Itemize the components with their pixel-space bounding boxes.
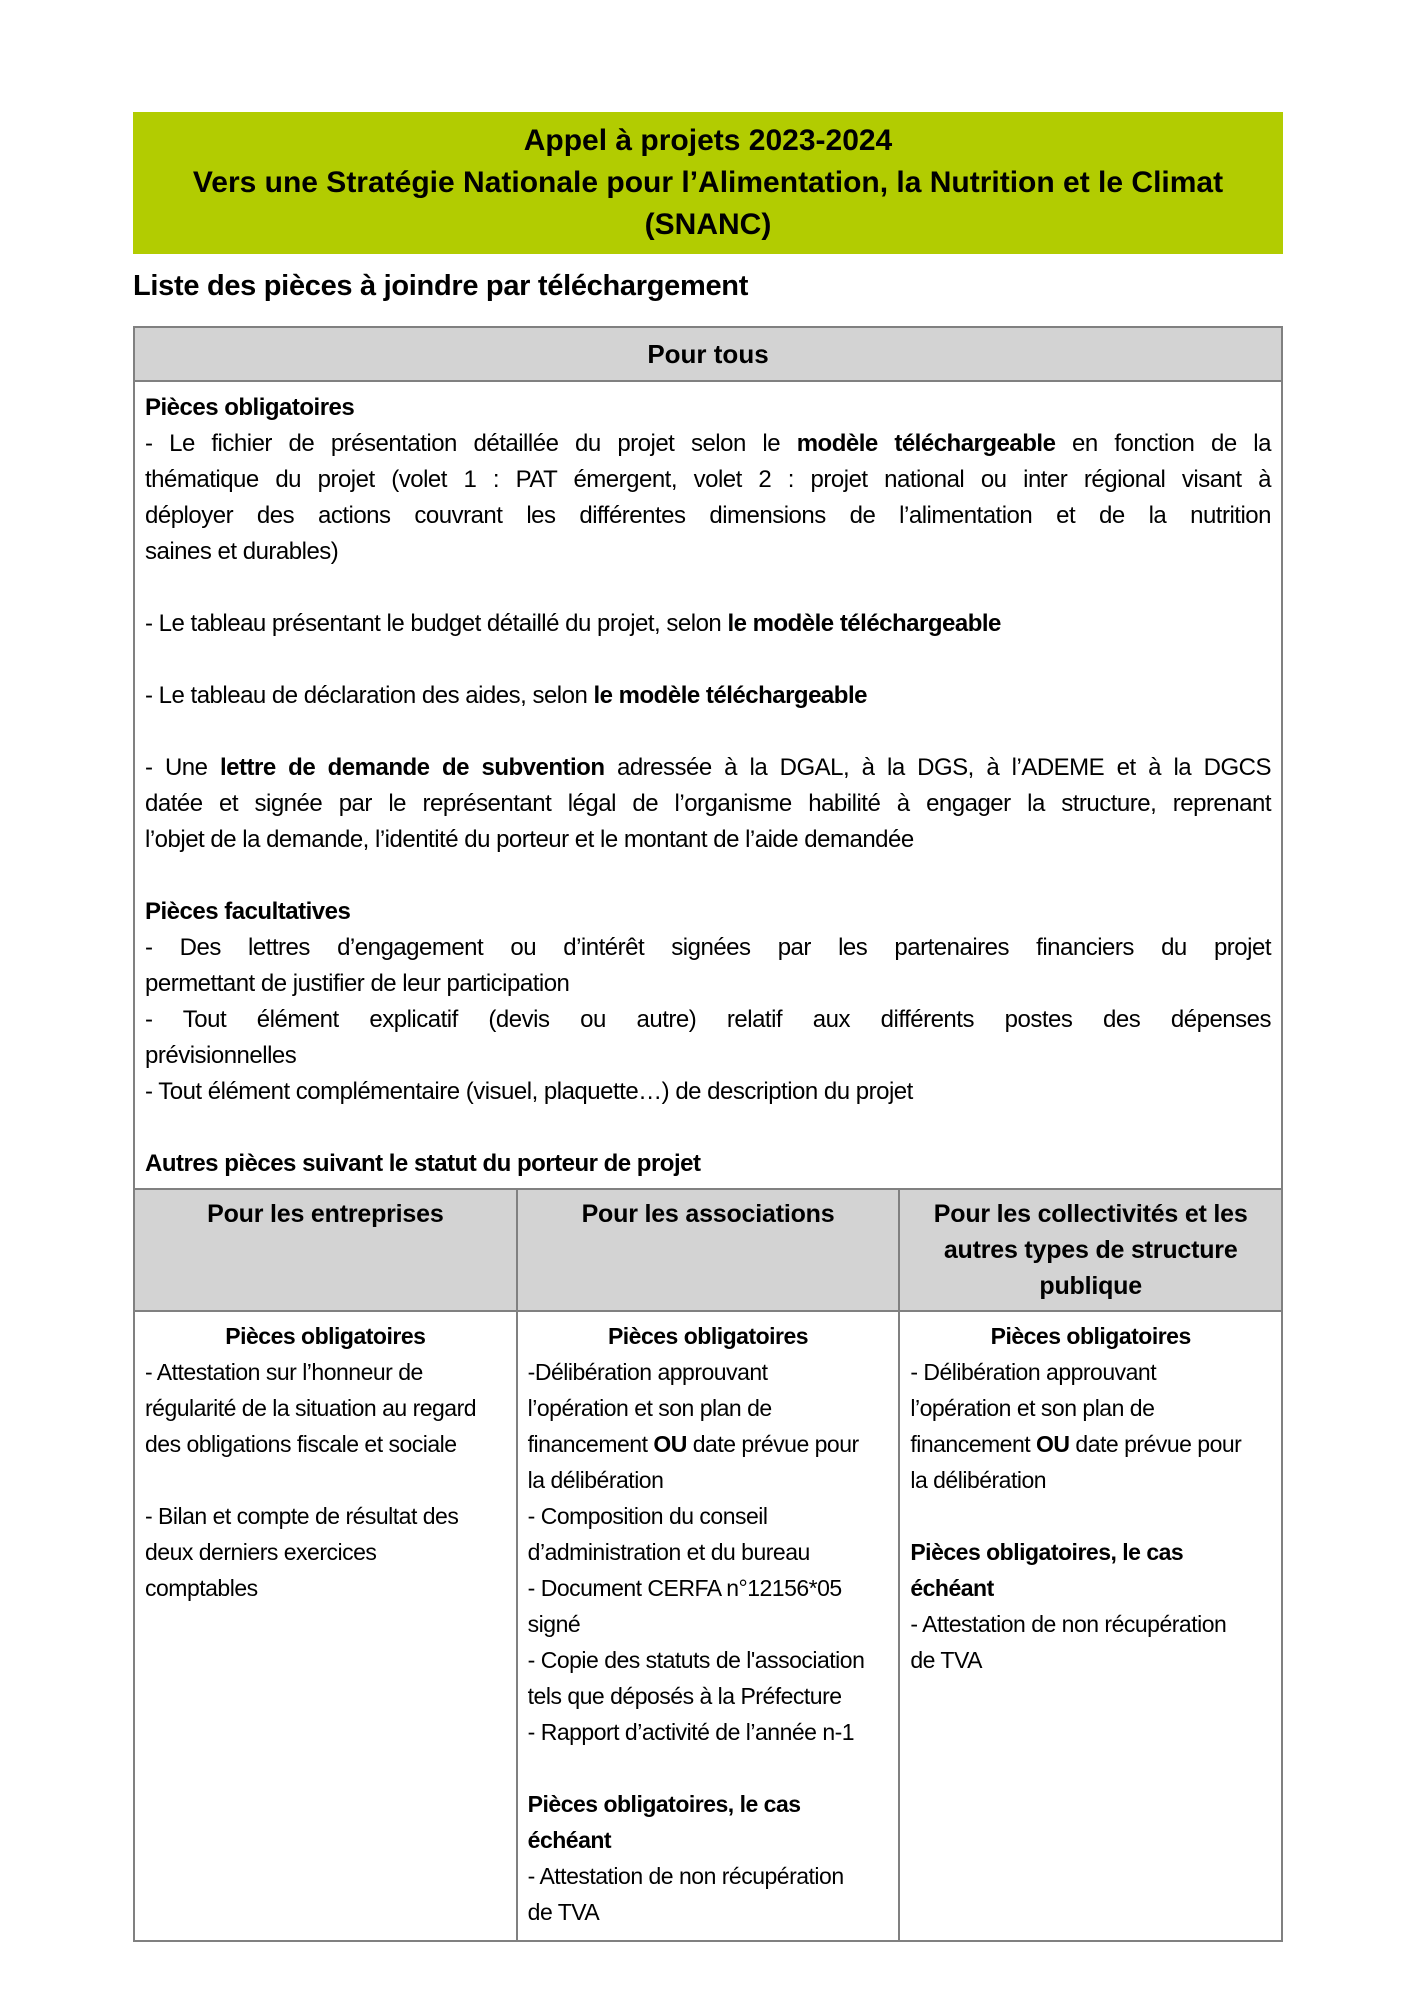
column-header-associations: Pour les associations (518, 1190, 901, 1312)
text-line (145, 966, 1271, 1002)
text-run: permettant de justifier de leur participation (145, 970, 570, 997)
text-run: la délibération (527, 1467, 664, 1493)
text-run: Pièces obligatoires (990, 1323, 1191, 1349)
text-run: tels que déposés à la Préfecture (527, 1683, 842, 1709)
text-run: - Composition du conseil (527, 1503, 768, 1529)
text-run: - Copie des statuts de l'association (527, 1647, 865, 1673)
attachments-table (133, 326, 1283, 1942)
text-line (145, 714, 1271, 750)
text-run: prévisionnelles (145, 1042, 297, 1069)
text-run: - Le tableau de déclaration des aides, selon (145, 682, 594, 709)
document-subtitle: Liste des pièces à joindre par téléchargement (133, 270, 749, 302)
bold-text-run: le modèle téléchargeable (727, 610, 1001, 637)
text-line (910, 1642, 1271, 1678)
bold-text-run: OU (1036, 1431, 1070, 1457)
text-line (145, 426, 1271, 462)
statut-table-header-row (135, 1188, 1281, 1312)
text-run: thématique du projet (volet 1 : PAT émergent, volet 2 : projet national ou inter régional visant à (145, 466, 1271, 493)
text-line (528, 1354, 889, 1390)
text-line (145, 1570, 506, 1606)
text-run: l’objet de la demande, l’identité du porteur et le montant de l’aide demandée (145, 826, 914, 853)
text-line (145, 1534, 506, 1570)
banner (133, 112, 1283, 254)
text-line (528, 1606, 889, 1642)
text-line (528, 1642, 889, 1678)
text-line (145, 750, 1271, 786)
text-line (910, 1534, 1271, 1606)
text-line (528, 1894, 889, 1930)
text-line (145, 1426, 506, 1462)
bold-text-run: OU (653, 1431, 687, 1457)
text-line (145, 1002, 1271, 1038)
text-run: signé (527, 1611, 581, 1637)
text-line (145, 894, 1271, 930)
text-line (528, 1318, 889, 1354)
banner-title-line1: Appel à projets 2023-2024 (523, 124, 893, 157)
text-run: - Document CERFA n°12156*05 (527, 1575, 842, 1601)
text-line (145, 822, 1271, 858)
text-line (145, 1038, 1271, 1074)
text-line (910, 1426, 1271, 1462)
text-run: la délibération (910, 1467, 1047, 1493)
text-line (528, 1462, 889, 1498)
bold-text-run: lettre de demande de subvention (219, 754, 605, 781)
text-run: Pièces obligatoires (225, 1323, 426, 1349)
text-run: - Délibération approuvant (910, 1359, 1157, 1385)
text-run: Pièces obligatoires (145, 394, 355, 421)
text-run: - Des lettres d’engagement ou d’intérêt signées par les partenaires financiers du projet (145, 934, 1271, 961)
text-line (910, 1462, 1271, 1498)
cell-collectivites (900, 1312, 1281, 1940)
text-run: date prévue pour (1069, 1431, 1242, 1457)
cell-associations (518, 1312, 901, 1940)
banner-title-line2: Vers une Stratégie Nationale pour l’Alimentation, la Nutrition et le Climat (SNANC) (192, 166, 1224, 241)
text-line (910, 1498, 1271, 1534)
text-run: de TVA (527, 1899, 600, 1925)
text-line (145, 1498, 506, 1534)
pour-tous-cell (135, 382, 1281, 1188)
text-line (145, 498, 1271, 534)
text-run: adressée à la DGAL, à la DGS, à l’ADEME et à la DGCS (604, 754, 1271, 781)
text-line (145, 1318, 506, 1354)
text-run: datée et signée par le représentant légal de l’organisme habilité à engager la structure, reprenant (145, 790, 1271, 817)
text-run: saines et durables) (145, 538, 339, 565)
bold-text-run: modèle téléchargeable (796, 430, 1056, 457)
text-run: régularité de la situation au regard (145, 1395, 477, 1421)
text-line (145, 858, 1271, 894)
text-line (145, 678, 1271, 714)
text-run: Pièces facultatives (145, 898, 351, 925)
text-run: comptables (145, 1575, 258, 1601)
text-run: - Le tableau présentant le budget détaillé du projet, selon (145, 610, 728, 637)
text-line (528, 1714, 889, 1750)
text-line (528, 1426, 889, 1462)
text-line (145, 1110, 1271, 1146)
text-line (910, 1390, 1271, 1426)
text-line (145, 930, 1271, 966)
text-line (528, 1570, 889, 1606)
text-line (145, 390, 1271, 426)
text-line (910, 1606, 1271, 1642)
text-line (145, 1462, 506, 1498)
text-run: - Le fichier de présentation détaillée du projet selon le (145, 430, 797, 457)
text-run: en fonction de la (1055, 430, 1271, 457)
text-run: d’administration et du bureau (527, 1539, 810, 1565)
text-line (145, 534, 1271, 570)
document-content (133, 112, 1283, 1942)
text-run: financement (910, 1431, 1037, 1457)
text-run: deux derniers exercices (145, 1539, 377, 1565)
statut-table-body-row (135, 1312, 1281, 1940)
text-line (528, 1786, 889, 1858)
text-line (145, 786, 1271, 822)
text-run: des obligations fiscale et sociale (145, 1431, 457, 1457)
text-line (910, 1354, 1271, 1390)
text-run: Pièces obligatoires (607, 1323, 809, 1349)
cell-entreprises (135, 1312, 518, 1940)
text-run: l’opération et son plan de (527, 1395, 772, 1421)
text-run: - Attestation sur l’honneur de (145, 1359, 423, 1385)
column-header-entreprises: Pour les entreprises (135, 1190, 518, 1312)
column-header-collectivites: Pour les collectivités et les autres types de structure publique (900, 1190, 1281, 1312)
text-run: - Tout élément complémentaire (visuel, plaquette…) de description du projet (145, 1078, 913, 1105)
text-line (145, 1074, 1271, 1110)
text-run: déployer des actions couvrant les différentes dimensions de l’alimentation et de la nutrition (145, 502, 1271, 529)
text-run: -Délibération approuvant (527, 1359, 768, 1385)
text-line (145, 1146, 1271, 1182)
text-run: Pièces obligatoires, le cas échéant (910, 1539, 1184, 1601)
text-line (528, 1534, 889, 1570)
text-run: - Bilan et compte de résultat des (145, 1503, 459, 1529)
text-run: - Une (145, 754, 220, 781)
text-run: financement (527, 1431, 654, 1457)
text-line (145, 1390, 506, 1426)
text-run: - Attestation de non récupération (527, 1863, 844, 1889)
text-line (145, 606, 1271, 642)
text-line (528, 1390, 889, 1426)
text-run: - Rapport d’activité de l’année n-1 (527, 1719, 855, 1745)
text-line (528, 1858, 889, 1894)
text-line (145, 462, 1271, 498)
text-run: - Attestation de non récupération (910, 1611, 1227, 1637)
text-line (145, 1354, 506, 1390)
text-line (145, 570, 1271, 606)
text-line (145, 642, 1271, 678)
text-line (528, 1678, 889, 1714)
table-header-pour-tous: Pour tous (135, 328, 1281, 382)
text-run: Pièces obligatoires, le cas échéant (527, 1791, 801, 1853)
text-run: date prévue pour (686, 1431, 859, 1457)
text-run: de TVA (910, 1647, 982, 1673)
text-run: Autres pièces suivant le statut du porteur de projet (145, 1150, 701, 1177)
text-run: l’opération et son plan de (910, 1395, 1155, 1421)
text-line (910, 1318, 1271, 1354)
bold-text-run: le modèle téléchargeable (593, 682, 867, 709)
text-run: - Tout élément explicatif (devis ou autre) relatif aux différents postes des dépenses (145, 1006, 1271, 1033)
text-line (528, 1498, 889, 1534)
text-line (528, 1750, 889, 1786)
